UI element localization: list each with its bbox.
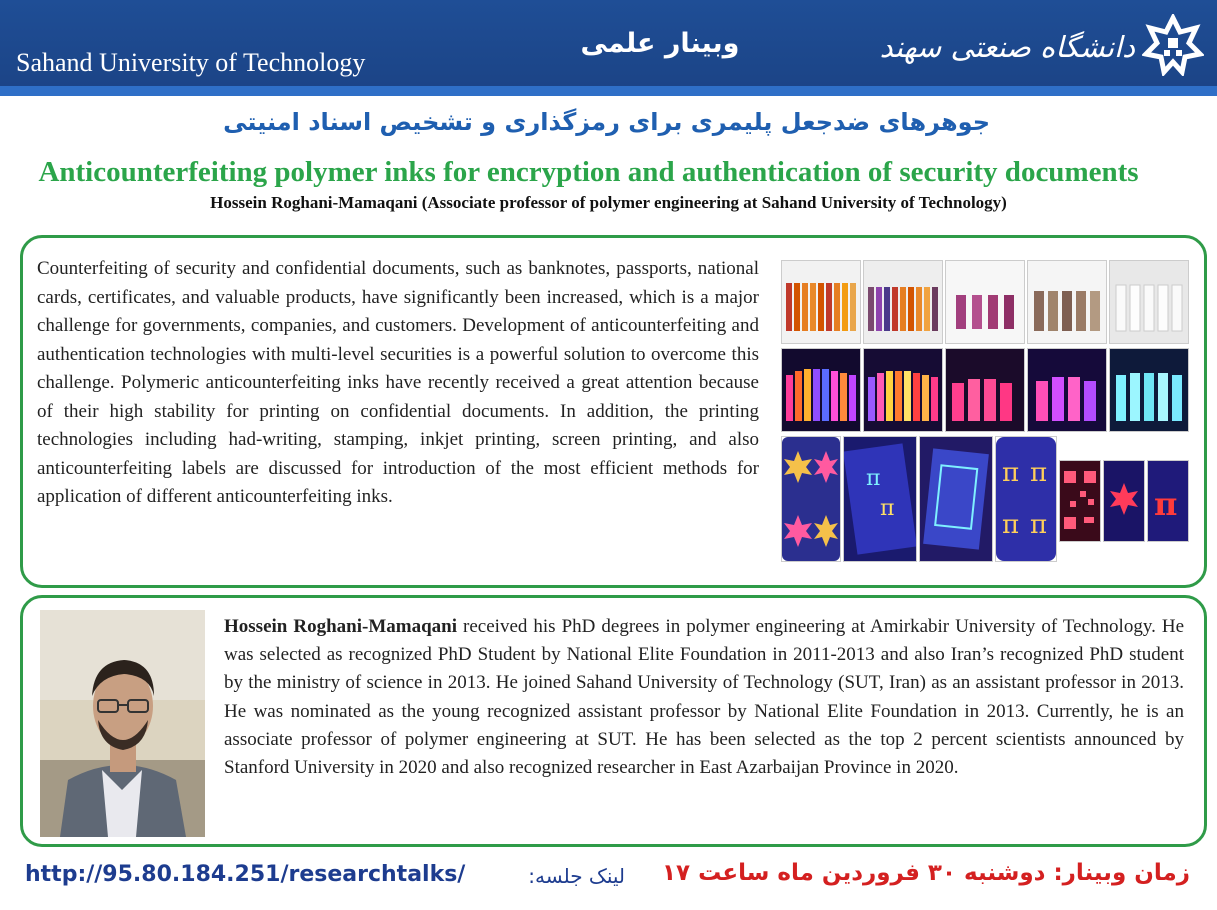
session-link-label: لینک جلسه: — [528, 864, 625, 888]
university-name-fa: دانشگاه صنعتی سهند — [879, 30, 1135, 64]
pi-print-image — [1147, 460, 1189, 542]
webinar-time: زمان وبینار: دوشنبه ۳۰ فروردین ماه ساعت ۱۷ — [662, 860, 1190, 886]
pi-symbol: π — [1154, 485, 1178, 523]
abstract-text: Counterfeiting of security and confidential documents, such as banknotes, passports, national cards, certificates, and valuable products, have significantly been increased, which is a major challenge for governments, companies, and customers. Development of anticounterfeiting and authentication technologies with multi-level securities is a powerful solution to overcome this challenge. Polymeric anticounterfeiting inks have recently received a great attention because of their high stability for printing on confidential documents. In addition, the printing technologies including had-writing, stamping, inkjet printing, screen printing, and also anticounterfeiting labels are discussed for introduction of the most efficient methods for application of different anticounterfeiting inks. — [37, 258, 759, 507]
speaker-photo — [40, 610, 205, 837]
qr-code-image — [1059, 460, 1101, 542]
header-stripe — [0, 86, 1217, 96]
bio-text: received his PhD degrees in polymer engineering at Amirkabir University of Technology. He was selected as recognized PhD Student by National Elite Foundation in 2011-2013 and also Iran’s recognized PhD student by the ministry of science in 2013. He joined Sahand University of Technology (SUT, Iran) as an assistant professor in 2013. He was nominated as the young recognized assistant professor by National Elite Foundation in 2013. Currently, he is an associate professor of polymer engineering at SUT. He has been selected as the top 2 percent scientists announced by Stanford University in 2020 and also recognized researcher in East Azarbaijan Province in 2020. — [224, 616, 1185, 779]
ink-image-grid — [781, 260, 1193, 560]
header-banner — [0, 0, 1217, 96]
speaker-name: Hossein Roghani-Mamaqani — [224, 616, 458, 637]
talk-title-fa: جوهرهای ضدجعل پلیمری برای رمزگذاری و تشخیص اسناد امنیتی — [223, 108, 990, 136]
stamp-card-image — [781, 436, 841, 562]
pi-symbol: π — [1030, 458, 1048, 488]
passport-uv-image — [919, 436, 993, 562]
pi-symbol: π — [1002, 458, 1020, 488]
university-name-en: Sahand University of Technology — [16, 48, 366, 77]
pi-symbol: π — [880, 496, 895, 521]
uv-vials-4-image — [1027, 348, 1107, 432]
talk-title-en: Anticounterfeiting polymer inks for encryption and authentication of security documents — [38, 156, 1139, 188]
vials-orange-image — [781, 260, 861, 344]
speaker-line: Hossein Roghani-Mamaqani (Associate professor of polymer engineering at Sahand University of Technology) — [210, 193, 1007, 212]
star-logo-print-image — [1103, 460, 1145, 542]
pi-symbol: π — [1030, 510, 1048, 540]
uv-vials-2-image — [863, 348, 943, 432]
printed-paper-image — [843, 436, 917, 562]
session-link[interactable]: http://95.80.184.251/researchtalks/ — [25, 862, 466, 887]
vials-mixed-image — [863, 260, 943, 344]
vials-purple-image — [945, 260, 1025, 344]
speaker-bio-box — [20, 595, 1207, 847]
uv-vials-5-image — [1109, 348, 1189, 432]
uv-vials-1-image — [781, 348, 861, 432]
pi-card-image — [995, 436, 1057, 562]
speaker-bio — [224, 613, 1184, 782]
abstract-box — [20, 235, 1207, 588]
pi-symbol: π — [866, 466, 881, 491]
sahand-logo-icon — [1142, 14, 1204, 76]
vials-white-image — [1109, 260, 1189, 344]
pi-symbol: π — [1002, 510, 1020, 540]
vials-brown-image — [1027, 260, 1107, 344]
webinar-title: وبینار علمی — [580, 28, 740, 59]
uv-vials-3-image — [945, 348, 1025, 432]
